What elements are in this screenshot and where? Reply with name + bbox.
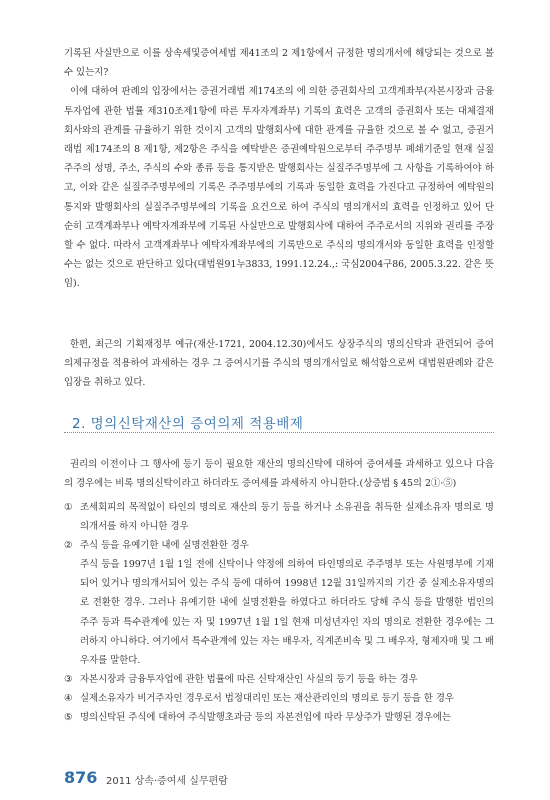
item-number: ④ [64, 692, 73, 704]
item-text: 실제소유자가 비거주자인 경우로서 법정대리인 또는 재산관리인의 명의로 등기 등을 한 경우 [80, 692, 454, 704]
book-title: 2011 상속·증여세 실무편람 [106, 776, 228, 787]
section-divider [64, 432, 494, 433]
list-item [64, 498, 494, 536]
item-text: 조세회피의 목적없이 타인의 명의로 재산의 등기 등을 하거나 소유권을 취득한 실제소유자 명의로 명의개서를 하지 아니한 경우 [80, 502, 494, 533]
paragraph: 기록된 사실만으로 이를 상속세및증여세법 제41조의 2 제1항에서 규정한 명의개서에 해당되는 것으로 볼 수 있는지? [64, 48, 494, 79]
item-text: 자본시장과 금융투자업에 관한 법률에 따른 신탁재산인 사실의 등기 등을 하는 경우 [80, 673, 418, 685]
item-number: ① [64, 502, 73, 513]
paragraph: 한편, 최근의 기획재정부 예규(재산-1721, 2004.12.30)에서도 상장주식의 명의신탁과 관련되어 증여의제규정을 적용하여 과세하는 경우 그 증여시기를 주식의 명의개서일로 해석함으로써 대법원판례와 같은 입장을 취하고 있다. [64, 339, 494, 389]
paragraph: 권리의 이전이나 그 행사에 등기 등이 필요한 재산의 명의신탁에 대하여 증여세를 과세하고 있으나 다음의 경우에는 비록 명의신탁이라고 하더라도 증여세를 과세하지 아니한다.(상증법 § 45의 2①·⑤) [64, 459, 494, 490]
item-number: ③ [64, 673, 73, 685]
body-section-3 [64, 455, 494, 493]
body-section-1 [64, 44, 494, 294]
item-number: ② [64, 540, 73, 552]
list-item [64, 536, 494, 670]
item-number: ⑤ [64, 712, 73, 724]
list-item [64, 708, 494, 727]
list-item [64, 670, 494, 689]
list-item [64, 689, 494, 708]
exclusion-list [64, 498, 494, 727]
section-heading: 2. 명의신탁재산의 증여의제 적용배제 [72, 416, 304, 432]
item-text: 주식 등을 유예기한 내에 실명전환한 경우 [80, 540, 249, 552]
page-number: 876 [64, 768, 98, 787]
paragraph: 이에 대하여 판례의 입장에서는 증권거래법 제174조의 에 의한 증권회사의 고객계좌부(자본시장과 금융투자업에 관한 법률 제310조제1항에 따른 투자자계좌부) 기록의 효력은 고객의 증권회사 또는 대체결재회사와의 관계를 규율하기 위한 것이지 고객의 발행회사에 대한 관계를 규율한 것으로 볼 수 없고, 증권거래법 제174조의 8 제1항, 제2항은 주식을 예탁받은 증권예탁원으로부터 주주명부 폐쇄기준일 현재 실질주주의 성명, 주소, 주식의 수와 종류 등을 통지받은 발행회사는 실질주주명부에 그 사항을 기록하여야 하고, 이와 같은 실질주주명부에의 기록은 주주명부에의 기록과 동일한 효력을 가진다고 규정하여 예탁원의 통지와 발행회사의 실질주주명부에의 기록을 요건으로 하여 주식의 명의개서의 효력을 인정하고 있어 단순히 고객계좌부나 예탁자계좌부에 기록된 사실만으로 발행회사에 대하여 주주로서의 지위와 권리를 주장할 수 없다. 따라서 고객계좌부나 예탁자계좌부에의 기록만으로 주식의 명의개서와 동일한 효력을 인정할 수는 없는 것으로 판단하고 있다(대법원91누3833, 1991.12.24.,: 국심2004구86, 2005.3.22. 같은 뜻임). [64, 86, 494, 290]
page-footer [64, 768, 494, 790]
body-section-2 [64, 335, 494, 393]
item-detail: 주식 등을 1997년 1월 1일 전에 신탁이나 약정에 의하여 타인명의로 주주명부 또는 사원명부에 기재되어 있거나 명의개서되어 있는 주식 등에 대하여 1998년 12월 31일까지의 기간 중 실제소유자명의로 전환한 경우. 그러나 유예기한 내에 실명전환을 하였다고 하더라도 당해 주식 등을 발행한 법인의 주주 등과 특수관계에 있는 자 및 1997년 1월 1일 현재 미성년자인 자의 명의로 전환한 경우에는 그러하지 아니하다. 여기에서 특수관계에 있는 자는 배우자, 직계존비속 및 그 배우자, 형제자매 및 그 배우자를 말한다. [80, 559, 494, 666]
item-text: 명의신탁된 주식에 대하여 주식발행초과금 등의 자본전입에 따라 무상주가 발행된 경우에는 [80, 712, 451, 724]
